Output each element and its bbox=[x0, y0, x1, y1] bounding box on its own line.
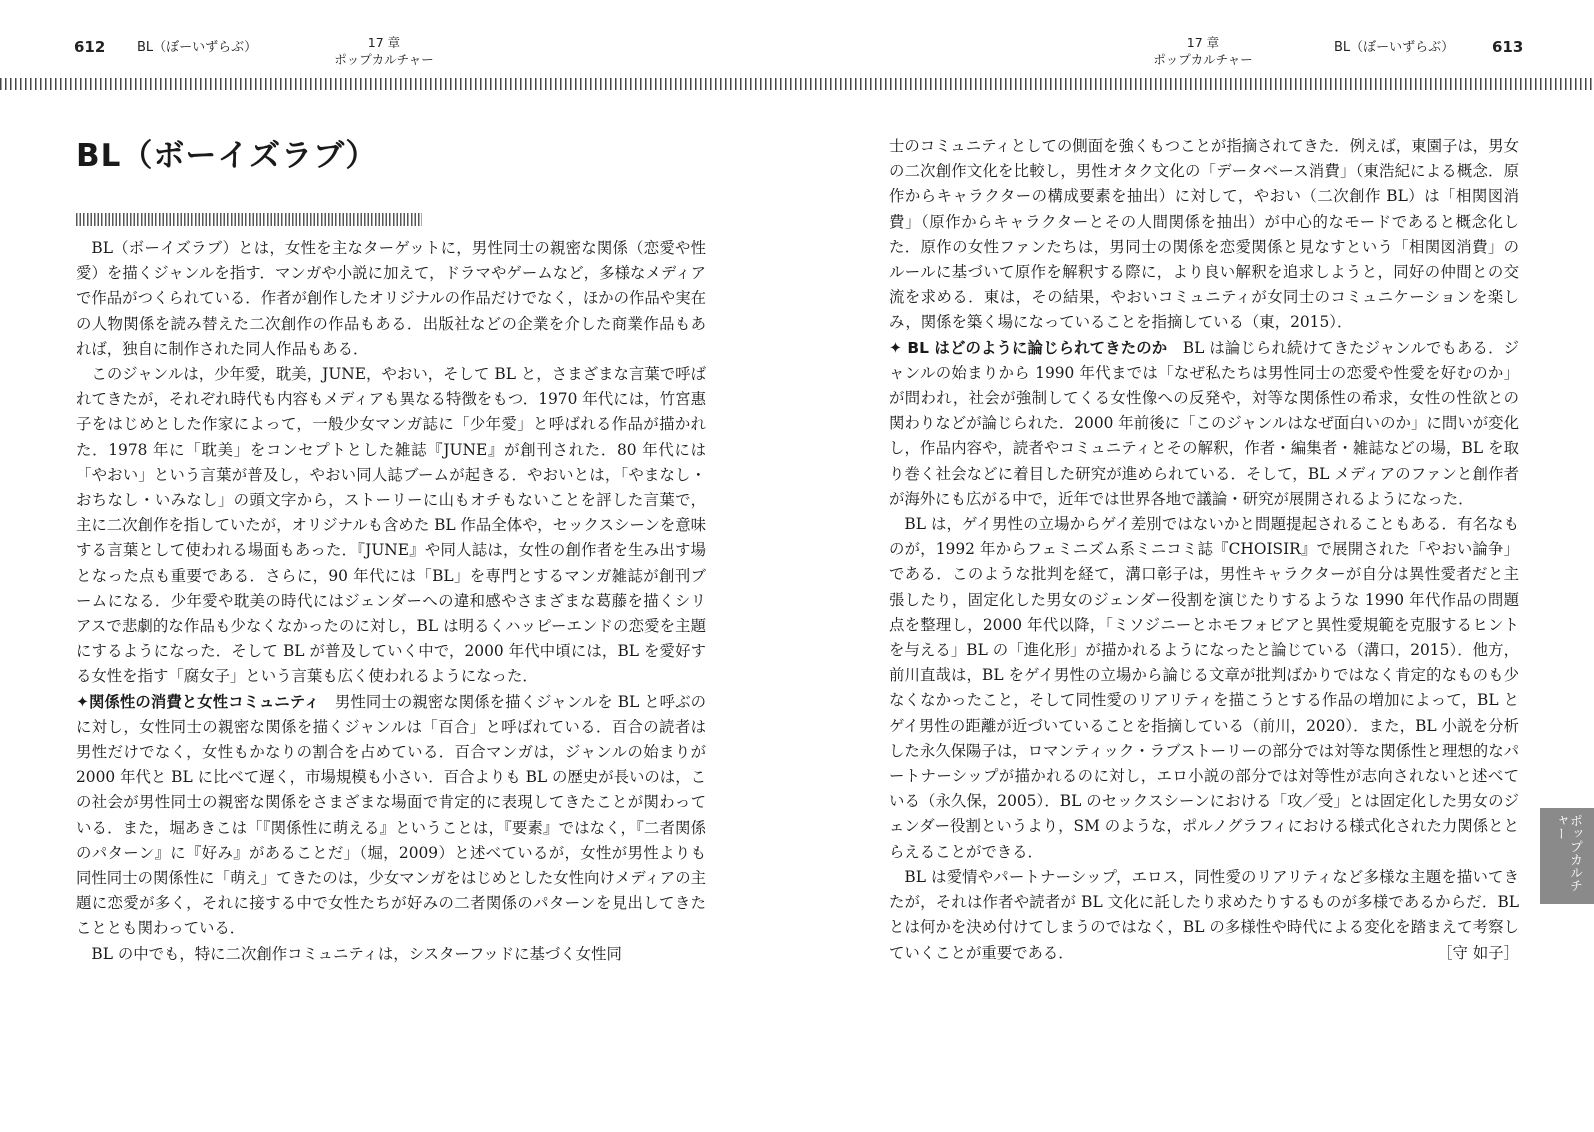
paragraph bbox=[889, 865, 1519, 966]
chapter-side-tab: ポップカルチャー bbox=[1540, 808, 1594, 904]
section-text: 男性同士の親密な関係を描くジャンルを BL と呼ぶのに対し，女性同士の親密な関係を描くジャンルは「百合」と呼ばれている．百合の読者は男性だけでなく，女性もかなりの割合を占めている．百合マンガは，ジャンルの始まりが 2000 年代と BL に比べて遅く，市場規模も小さい．百合よりも BL の歴史が長いのは，この社会が男性同士の親密な関係をさまざまな場面で肯定的に表現してきたことが関わっている．また，堀あきこは「『関係性に萌える』ということは，『要素』ではなく，『二者関係のパターン』に『好み』があることだ」（堀，2009）と述べているが，女性が男性よりも同性同士の関係性に「萌え」てきたのは，少女マンガをはじめとした女性向けメディアの主題に恋愛が多く，それに接する中で女性たちが好みの二者関係のパターンを見出してきたこととも関わっている． bbox=[76, 692, 706, 938]
chapter-label-left bbox=[314, 34, 454, 68]
chapter-name: ポップカルチャー bbox=[334, 52, 434, 67]
section-paragraph bbox=[889, 336, 1519, 512]
paragraph: このジャンルは，少年愛，耽美，JUNE，やおい，そして BL と，さまざまな言葉で呼ばれてきたが，それぞれ時代も内容もメディアも異なる特徴をもつ．1970 年代には，竹宮惠子をはじめとした作家によって，一般少女マンガ誌に「少年愛」と呼ばれる作品が描かれた．1978 年に「耽美」をコンセプトとした雑誌『JUNE』が創刊された．80 年代には「やおい」という言葉が普及し，やおい同人誌ブームが起きる．やおいとは，「やまなし・おちなし・いみなし」の頭文字から，ストーリーに山もオチもないことを評した言葉で，主に二次創作を指していたが，オリジナルも含めた BL 作品全体や，セックスシーンを意味する言葉として使われる場面もあった．『JUNE』や同人誌は，女性の創作者を生み出す場となった点も重要である．さらに，90 年代には「BL」を専門とするマンガ雑誌が創刊ブームになる．少年愛や耽美の時代にはジェンダーへの違和感やさまざまな葛藤を描くシリアスで悲劇的な作品も少なくなかったのに対し，BL は明るくハッピーエンドの恋愛を主題にするようになった．そして BL が普及していく中で，2000 年代中頃には，BL を愛好する女性を指す「腐女子」という言葉も広く使われるようになった． bbox=[76, 365, 707, 686]
paragraph-text: BL は愛情やパートナーシップ，エロス，同性愛のリアリティなど多様な主題を描いてきたが，それは作者や読者が BL 文化に託したり求めたりするものが多様であるからだ．BL とは何かを決め付けてしまうのではなく，BL の多様性や時代による変化を踏まえて考察していくことが重要である． bbox=[889, 867, 1519, 962]
paragraph: BL は，ゲイ男性の立場からゲイ差別ではないかと問題提起されることもある．有名なものが，1992 年からフェミニズム系ミニコミ誌『CHOISIR』で展開された「やおい論争」である．このような批判を経て，溝口彰子は，男性キャラクターが自分は異性愛者だと主張したり，固定化した男女のジェンダー役割を演じたりするような 1990 年代作品の問題点を整理し，2000 年代以降，「ミソジニーとホモフォビアと異性愛規範を克服するヒントを与える」BL の「進化形」が描かれるようになったと論じている（溝口，2015）．他方，前川直哉は，BL をゲイ男性の立場から論じる文章が批判ばかりではなく肯定的なものも少なくなかったこと，そして同性愛のリアリティを描こうとする作品の増加によって，BL とゲイ男性の距離が近づいていることを指摘している（前川，2020）．また，BL 小説を分析した永久保陽子は，ロマンティック・ラブストーリーの部分では対等な関係性と理想的なパートナーシップが描かれるのに対し，エロ小説の部分では対等性が志向されないと述べている（永久保，2005）．BL のセックスシーンにおける「攻／受」とは固定化した男女のジェンダー役割というより，SM のような，ポルノグラフィにおける様式化された力関係ととらえることができる． bbox=[889, 515, 1519, 861]
chapter-name: ポップカルチャー bbox=[1153, 52, 1253, 67]
section-heading: ✦ BL はどのように論じられてきたのか bbox=[889, 338, 1168, 357]
paragraph: BL（ボーイズラブ）とは，女性を主なターゲットに，男性同士の親密な関係（恋愛や性愛）を描くジャンルを指す．マンガや小説に加えて，ドラマやゲームなど，多様なメディアで作品がつくられている．作者が創作したオリジナルの作品だけでなく，ほかの作品や実在の人物関係を読み替えた二次創作の作品もある．出版社などの企業を介した商業作品もあれば，独自に制作された同人作品もある． bbox=[76, 239, 706, 358]
author-signature: ［守 如子］ bbox=[1437, 943, 1519, 962]
section-heading: ✦関係性の消費と女性コミュニティ bbox=[76, 692, 320, 711]
header-tick-rule bbox=[0, 78, 1594, 90]
paragraph: BL の中でも，特に二次創作コミュニティは，シスターフッドに基づく女性同 bbox=[91, 944, 622, 963]
page-number-right: 613 bbox=[1492, 38, 1524, 56]
running-title-right: BL（ぼーいずらぶ） bbox=[1334, 40, 1455, 55]
chapter-number: 17 章 bbox=[1186, 35, 1220, 50]
article-title: BL（ボーイズラブ） bbox=[76, 138, 378, 174]
chapter-label-right bbox=[1133, 34, 1273, 68]
section-text: BL は論じられ続けてきたジャンルでもある．ジャンルの始まりから 1990 年代までは「なぜ私たちは男性同士の恋愛や性愛を好むのか」が問われ，社会が強制してくる女性像への反発や，対等な関係性の希求，女性の性欲との関わりなどが論じられた．2000 年前後に「このジャンルはなぜ面白いのか」に問いが変化し，作品内容や，読者やコミュニティとその解釈，作者・編集者・雑誌などの場，BL を取り巻く社会などに着目した研究が進められている．そして，BL メディアのファンと創作者が海外にも広がる中で，近年では世界各地で議論・研究が展開されるようになった． bbox=[889, 338, 1519, 508]
page-number-left: 612 bbox=[74, 38, 106, 56]
title-rule bbox=[76, 213, 422, 226]
left-column bbox=[76, 236, 706, 967]
chapter-number: 17 章 bbox=[367, 35, 401, 50]
paragraph: 士のコミュニティとしての側面を強くもつことが指摘されてきた．例えば，東園子は，男女の二次創作文化を比較し，男性オタク文化の「データベース消費」（東浩紀による概念．原作からキャラクターの構成要素を抽出）に対して，やおい（二次創作 BL）は「相関図消費」（原作からキャラクターとその人間関係を抽出）が中心的なモードであると概念化した．原作の女性ファンたちは，男同士の関係を恋愛関係と見なすという「相関図消費」のルールに基づいて原作を解釈する際に，より良い解釈を追求しようと，同好の仲間との交流を求める．東は，その結果，やおいコミュニティが女同士のコミュニケーションを楽しみ，関係を築く場になっていることを指摘している（東，2015）． bbox=[889, 137, 1519, 332]
right-column bbox=[889, 134, 1519, 966]
section-paragraph bbox=[76, 690, 706, 942]
running-title-left: BL（ぼーいずらぶ） bbox=[137, 40, 258, 55]
